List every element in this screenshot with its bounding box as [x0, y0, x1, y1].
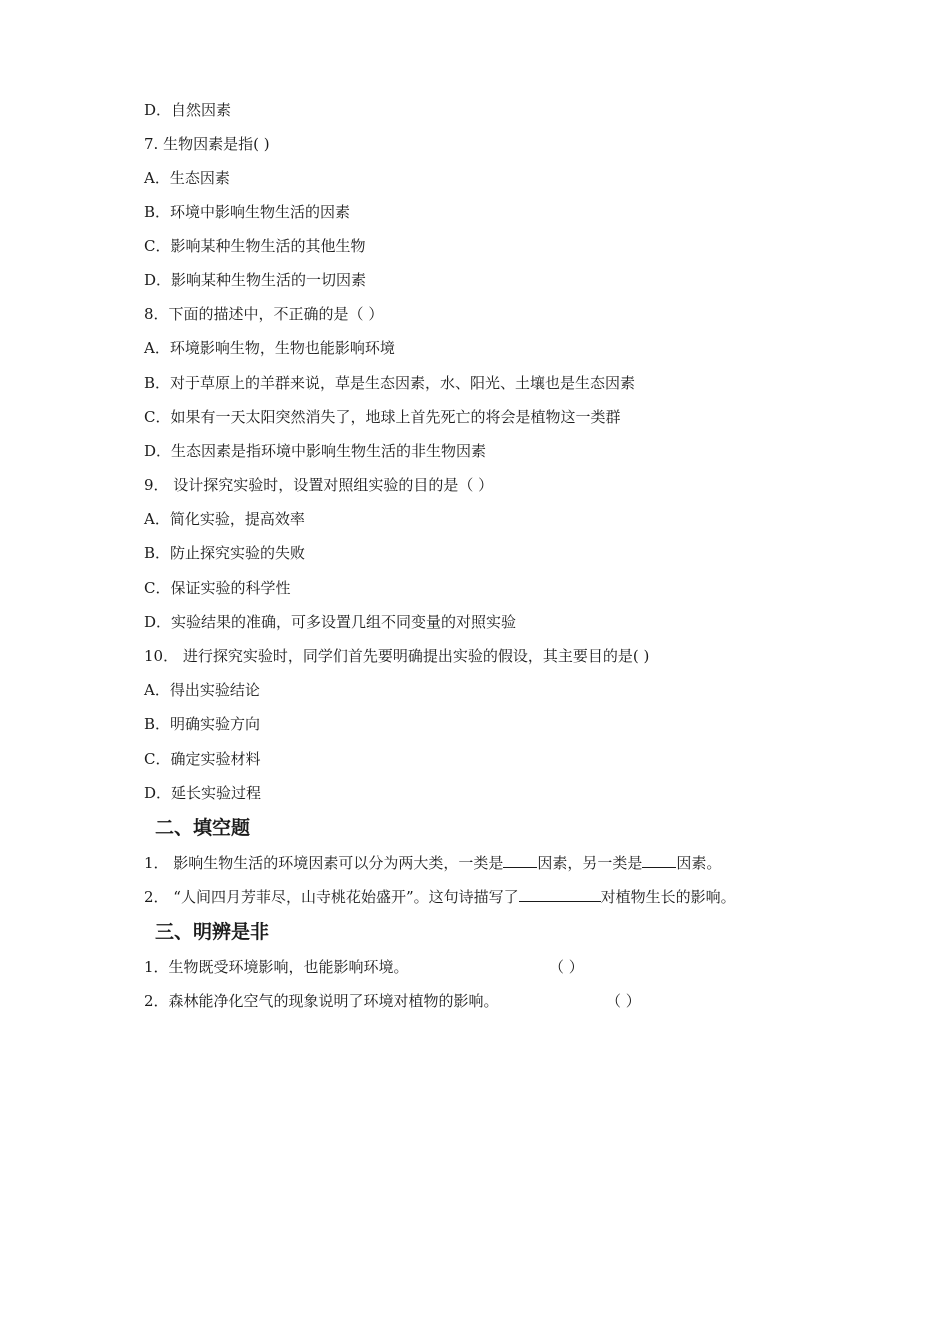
question-9: 9． 设计探究实验时，设置对照组实验的目的是（ ） — [144, 476, 494, 494]
option-d-q6: D．自然因素 — [144, 101, 232, 119]
fill-q1-mid: 因素，另一类是 — [537, 854, 643, 872]
fill-q1-prefix: 1． 影响生物生活的环境因素可以分为两大类，一类是 — [144, 854, 504, 872]
question-10: 10． 进行探究实验时，同学们首先要明确提出实验的假设，其主要目的是( ) — [144, 647, 650, 665]
fill-question-2 — [144, 887, 736, 907]
option-d-q9: D．实验结果的准确，可多设置几组不同变量的对照实验 — [144, 613, 517, 631]
fill-q2-prefix: 2． “人间四月芳菲尽，山寺桃花始盛开”。这句诗描写了 — [144, 888, 519, 906]
option-a-q7: A．生态因素 — [144, 169, 230, 187]
option-c-q10: C．确定实验材料 — [144, 750, 261, 768]
fill-blank-1[interactable] — [503, 853, 537, 868]
section-heading-true-false: 三、明辨是非 — [155, 921, 270, 943]
option-c-q7: C．影响某种生物生活的其他生物 — [144, 237, 366, 255]
fill-q1-suffix: 因素。 — [676, 854, 722, 872]
option-b-q7: B．环境中影响生物生活的因素 — [144, 203, 351, 221]
option-b-q10: B．明确实验方向 — [144, 715, 261, 733]
option-c-q9: C．保证实验的科学性 — [144, 579, 291, 597]
option-a-q10: A．得出实验结论 — [144, 681, 260, 699]
fill-q2-suffix: 对植物生长的影响。 — [600, 888, 736, 906]
fill-blank-3[interactable] — [519, 887, 601, 902]
option-c-q8: C．如果有一天太阳突然消失了，地球上首先死亡的将会是植物这一类群 — [144, 408, 621, 426]
answer-paren-2[interactable]: （ ） — [606, 992, 641, 1010]
option-d-q7: D．影响某种生物生活的一切因素 — [144, 271, 367, 289]
option-a-q9: A．简化实验，提高效率 — [144, 510, 305, 528]
option-d-q8: D．生态因素是指环境中影响生物生活的非生物因素 — [144, 442, 487, 460]
true-false-item-2: 2．森林能净化空气的现象说明了环境对植物的影响。 — [144, 992, 499, 1010]
question-8: 8．下面的描述中，不正确的是（ ） — [144, 305, 384, 323]
true-false-item-1: 1．生物既受环境影响，也能影响环境。 — [144, 958, 409, 976]
option-a-q8: A．环境影响生物，生物也能影响环境 — [144, 339, 395, 357]
option-d-q10: D．延长实验过程 — [144, 784, 262, 802]
option-b-q8: B．对于草原上的羊群来说，草是生态因素，水、阳光、土壤也是生态因素 — [144, 374, 636, 392]
answer-paren-1[interactable]: （ ） — [549, 958, 584, 976]
question-7: 7. 生物因素是指( ) — [144, 135, 270, 153]
fill-blank-2[interactable] — [642, 853, 676, 868]
section-heading-fill-in: 二、填空题 — [155, 817, 251, 839]
fill-question-1 — [144, 853, 721, 873]
option-b-q9: B．防止探究实验的失败 — [144, 544, 306, 562]
